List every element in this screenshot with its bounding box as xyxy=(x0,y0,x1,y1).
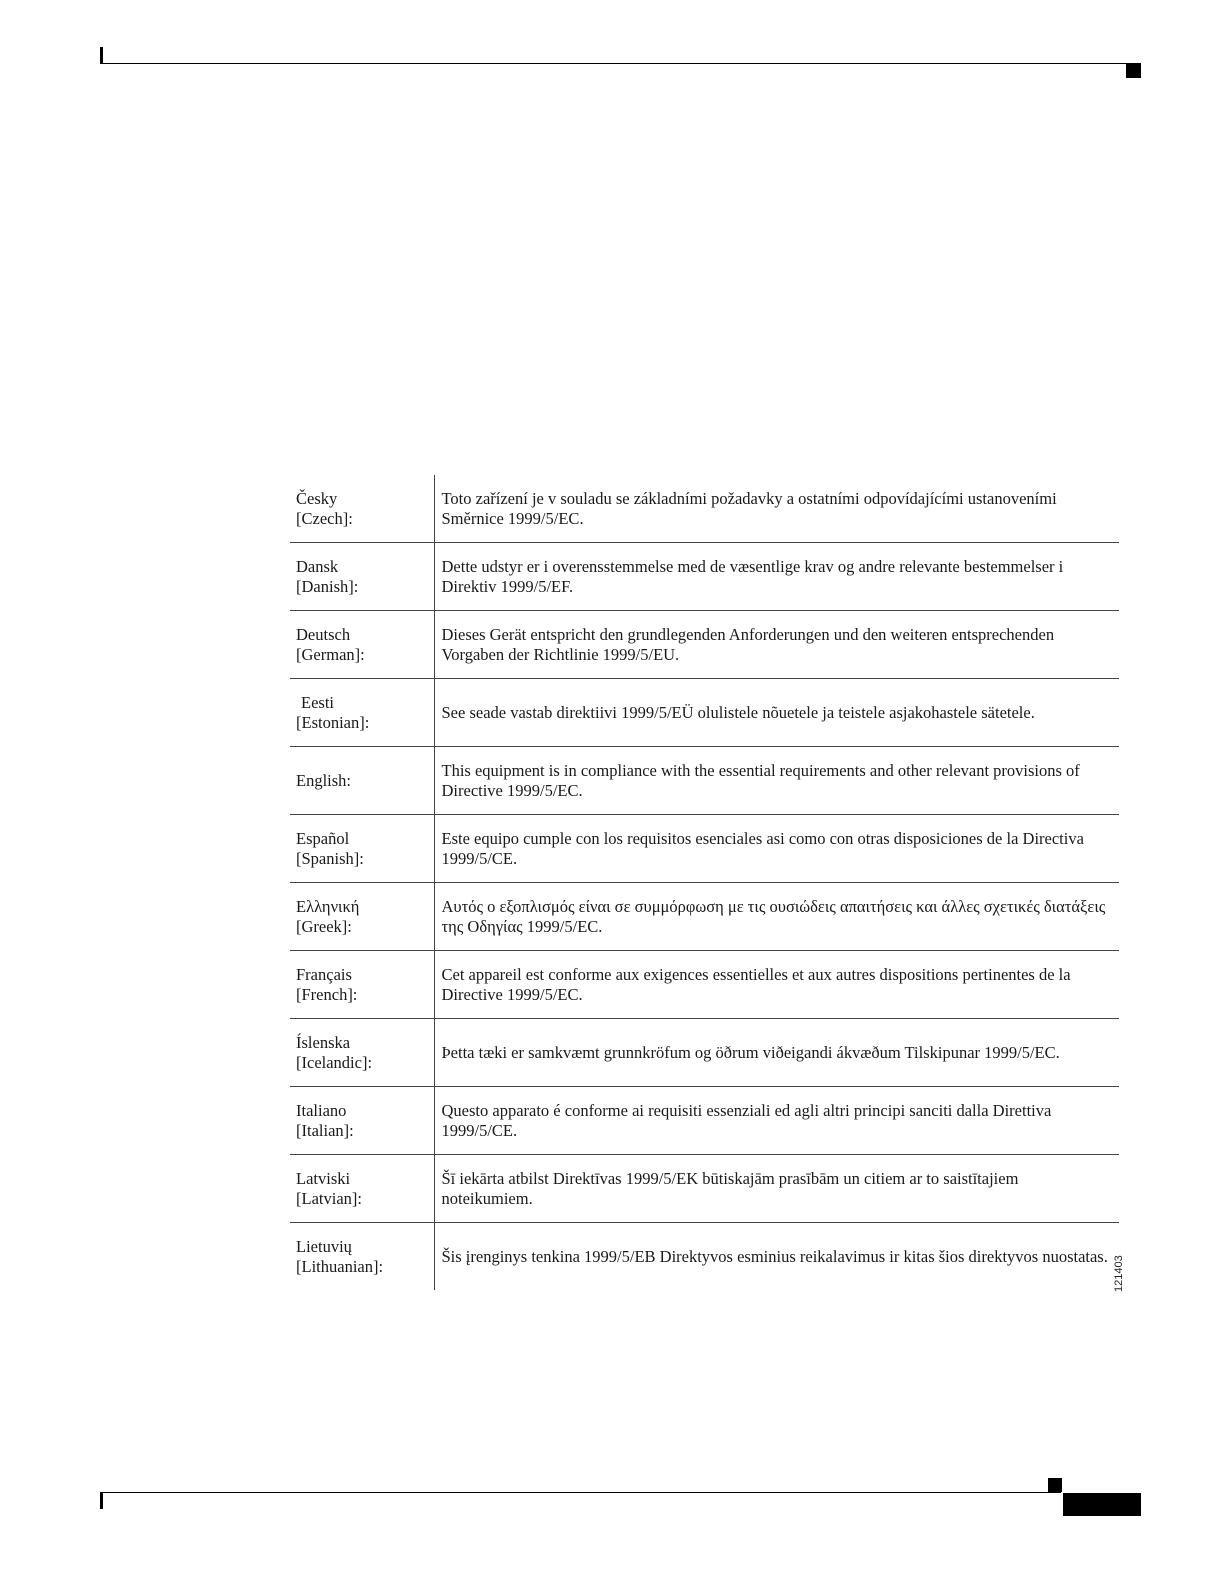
declaration-text: Αυτός ο εξοπλισμός είναι σε συμμόρφωση με τις ουσιώδεις απαιτήσεις και άλλες σχετικές διατάξεις της Οδηγίας 1999/5/EC. xyxy=(434,883,1119,951)
table-row xyxy=(290,951,1119,1019)
language-english-name: [German]: xyxy=(296,644,365,664)
declaration-text: See seade vastab direktiivi 1999/5/EÜ olulistele nõuetele ja teistele asjakohastele sätetele. xyxy=(434,679,1119,747)
language-cell xyxy=(290,611,434,679)
language-cell xyxy=(290,815,434,883)
language-english-name: [Italian]: xyxy=(296,1120,354,1140)
declaration-text: Toto zařízení je v souladu se základními požadavky a ostatními odpovídajícími ustanoveními Směrnice 1999/5/EC. xyxy=(434,475,1119,543)
header-rule xyxy=(101,63,1141,64)
language-cell xyxy=(290,747,434,815)
declaration-text: Dieses Gerät entspricht den grundlegenden Anforderungen und den weiteren entsprechenden Vorgaben der Richtlinie 1999/5/EU. xyxy=(434,611,1119,679)
language-cell xyxy=(290,475,434,543)
table-row xyxy=(290,747,1119,815)
language-name: Español xyxy=(296,828,350,848)
language-english-name: [Czech]: xyxy=(296,508,353,528)
language-name: Lietuvių xyxy=(296,1236,352,1256)
table-row xyxy=(290,1087,1119,1155)
declaration-text: Dette udstyr er i overensstemmelse med de væsentlige krav og andre relevante bestemmelser i Direktiv 1999/5/EF. xyxy=(434,543,1119,611)
declaration-text: Cet appareil est conforme aux exigences essentielles et aux autres dispositions pertinentes de la Directive 1999/5/EC. xyxy=(434,951,1119,1019)
language-name: Eesti xyxy=(301,692,334,712)
language-cell xyxy=(290,1019,434,1087)
language-name: Ελληνική xyxy=(296,896,360,916)
language-english-name: [Danish]: xyxy=(296,576,359,596)
language-name: English: xyxy=(296,770,352,790)
figure-id-label: 121403 xyxy=(1113,1255,1125,1292)
footer-square-mark xyxy=(1048,1478,1062,1492)
table-row xyxy=(290,1019,1119,1087)
declaration-text: Þetta tæki er samkvæmt grunnkröfum og öðrum viðeigandi ákvæðum Tilskipunar 1999/5/EC. xyxy=(434,1019,1119,1087)
table-row xyxy=(290,1223,1119,1291)
language-cell xyxy=(290,679,434,747)
language-name: Dansk xyxy=(296,556,339,576)
declaration-text: Šis įrenginys tenkina 1999/5/EB Direktyvos esminius reikalavimus ir kitas šios direktyvos nuostatas. xyxy=(441,1246,1108,1266)
table-row xyxy=(290,883,1119,951)
language-cell xyxy=(290,543,434,611)
language-english-name: [Greek]: xyxy=(296,916,352,936)
table-row xyxy=(290,679,1119,747)
language-cell xyxy=(290,951,434,1019)
language-cell xyxy=(290,1155,434,1223)
language-english-name: [Lithuanian]: xyxy=(296,1256,384,1276)
table-row xyxy=(290,815,1119,883)
table-row xyxy=(290,475,1119,543)
language-name: Italiano xyxy=(296,1100,347,1120)
language-english-name: [Spanish]: xyxy=(296,848,364,868)
header-tick-mark xyxy=(100,47,103,64)
language-cell xyxy=(290,1223,434,1291)
language-name: Česky xyxy=(296,488,338,508)
language-cell xyxy=(290,883,434,951)
language-name: Latviski xyxy=(296,1168,351,1188)
language-english-name: [Estonian]: xyxy=(296,712,370,732)
language-english-name: [Icelandic]: xyxy=(296,1052,373,1072)
declaration-text: Este equipo cumple con los requisitos esenciales asi como con otras disposiciones de la Directiva 1999/5/CE. xyxy=(434,815,1119,883)
language-english-name: [Latvian]: xyxy=(296,1188,362,1208)
declaration-text: Questo apparato é conforme ai requisiti essenziali ed agli altri principi sanciti dalla Direttiva 1999/5/CE. xyxy=(434,1087,1119,1155)
footer-tick-mark xyxy=(100,1492,103,1509)
table-row xyxy=(290,611,1119,679)
declaration-text: Šī iekārta atbilst Direktīvas 1999/5/EK būtiskajām prasībām un citiem ar to saistītajiem noteikumiem. xyxy=(434,1155,1119,1223)
table-row xyxy=(290,1155,1119,1223)
language-english-name: [French]: xyxy=(296,984,358,1004)
language-cell xyxy=(290,1087,434,1155)
language-name: Français xyxy=(296,964,352,984)
footer-rule xyxy=(101,1492,1061,1493)
declaration-text: This equipment is in compliance with the essential requirements and other relevant provisions of Directive 1999/5/EC. xyxy=(434,747,1119,815)
footer-page-tab xyxy=(1063,1493,1141,1516)
table-row xyxy=(290,543,1119,611)
language-name: Íslenska xyxy=(296,1032,351,1052)
declaration-table xyxy=(290,475,1119,1290)
header-square-mark xyxy=(1126,64,1141,78)
language-name: Deutsch xyxy=(296,624,351,644)
